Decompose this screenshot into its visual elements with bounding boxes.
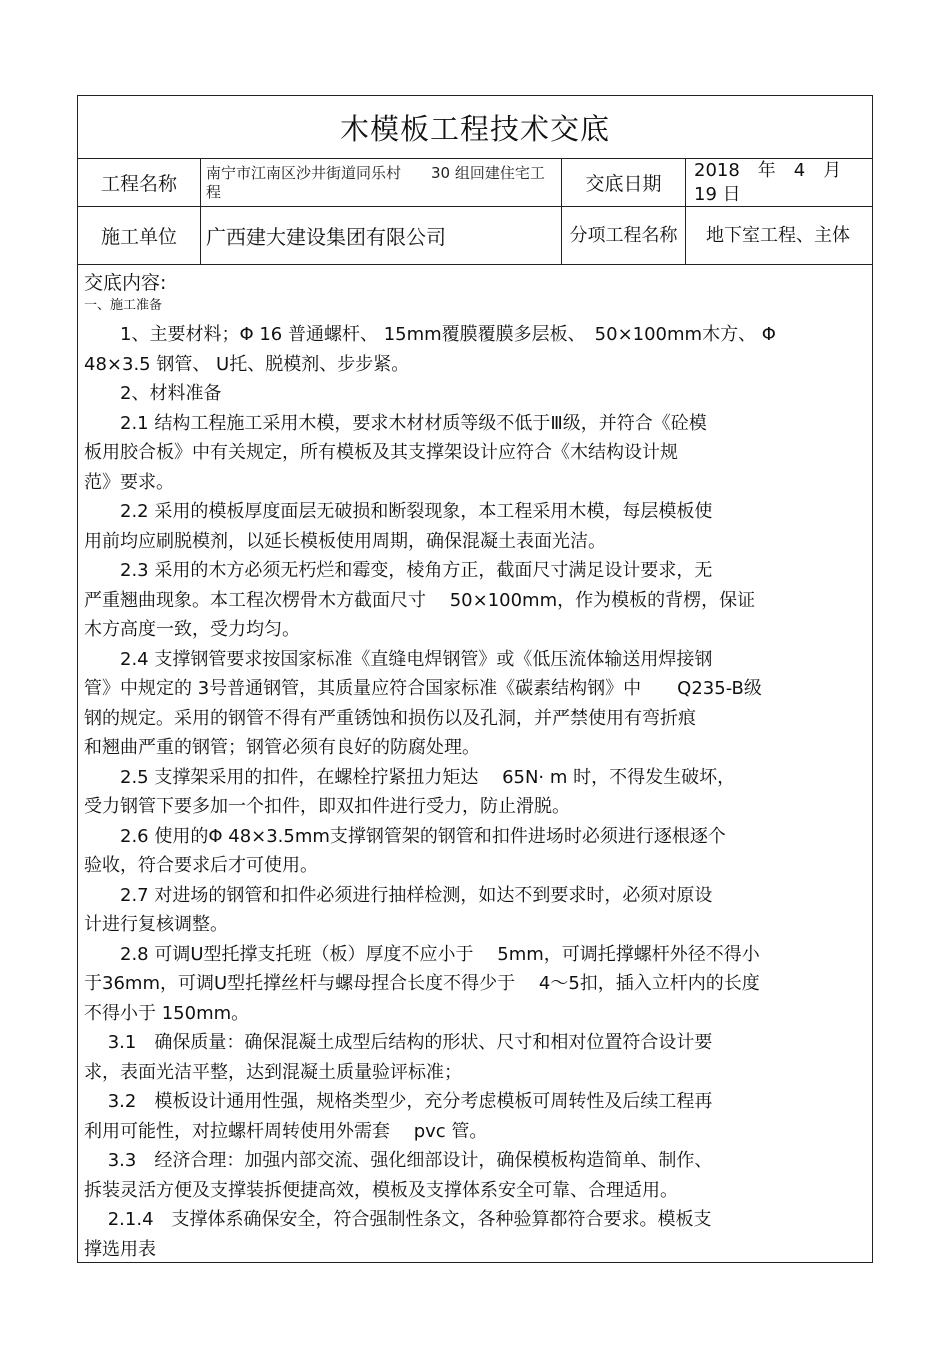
paragraph-line: 撑选用表 <box>84 1238 156 1260</box>
content-heading: 交底内容: <box>84 272 167 294</box>
paragraph-line: 不得小于 150mm。 <box>84 1002 250 1024</box>
paragraph-line: 48×3.5 钢管、 U托、脱模剂、步步紧。 <box>84 353 410 375</box>
paragraph-line: 计进行复核调整。 <box>84 914 228 935</box>
paragraph-line: 3.1 确保质量：确保混凝土成型后结构的形状、尺寸和相对位置符合设计要 <box>84 1032 713 1053</box>
divider <box>685 158 686 264</box>
paragraph-line: 1、主要材料；Φ 16 普通螺杆、 15mm覆膜覆膜多层板、 50×100mm木方、 Φ <box>84 324 776 345</box>
project-name-label: 工程名称 <box>100 173 177 195</box>
paragraph-line: 于36mm，可调U型托撑丝杆与螺母捏合长度不得少于 4～5扣，插入立杆内的长度 <box>84 973 760 994</box>
paragraph-line: 2.6 使用的Φ 48×3.5mm支撑钢管架的钢管和扣件进场时必须进行逐根逐个 <box>84 825 726 847</box>
paragraph-line: 2.7 对进场的钢管和扣件必须进行抽样检测，如达不到要求时，必须对原设 <box>84 884 713 906</box>
content-lines <box>84 320 864 1264</box>
paragraph-line: 严重翘曲现象。本工程次楞骨木方截面尺寸 50×100mm，作为模板的背楞，保证 <box>84 589 756 611</box>
content-body <box>84 268 864 1264</box>
paragraph-line: 2.2 采用的模板厚度面层无破损和断裂现象，本工程采用木模，每层模板使 <box>84 501 713 522</box>
paragraph-line: 3.2 模板设计通用性强，规格类型少，充分考虑模板可周转性及后续工程再 <box>84 1091 713 1112</box>
paragraph-line: 拆装灵活方便及支撑装拆便捷高效，模板及支撑体系安全可靠、合理适用。 <box>84 1179 678 1201</box>
divider <box>78 264 872 265</box>
project-name-value: 南宁市江南区沙井街道同乐村 30 组回建住宅工程 <box>206 163 545 201</box>
paragraph-line: 板用胶合板》中有关规定，所有模板及其支撑架设计应符合《木结构设计规 <box>84 442 678 463</box>
document-frame <box>77 95 873 1263</box>
paragraph-line: 3.3 经济合理：加强内部交流、强化细部设计，确保模板构造简单、制作、 <box>84 1150 713 1171</box>
paragraph-line: 和翘曲严重的钢管；钢管必须有良好的防腐处理。 <box>84 737 480 758</box>
section-heading: 一、施工准备 <box>84 298 163 313</box>
paragraph-line: 木方高度一致，受力均匀。 <box>84 619 300 640</box>
paragraph-line: 求，表面光洁平整，达到混凝土质量验评标准； <box>84 1061 462 1083</box>
paragraph-line: 2.8 可调U型托撑支托班（板）厚度不应小于 5mm，可调托撑螺杆外径不得小 <box>84 943 760 965</box>
paragraph-line: 钢的规定。采用的钢管不得有严重锈蚀和损伤以及孔洞，并严禁使用有弯折痕 <box>84 707 696 729</box>
paragraph-line: 范》要求。 <box>84 471 174 493</box>
paragraph-line: 用前均应刷脱模剂，以延长模板使用周期，确保混凝土表面光洁。 <box>84 530 606 552</box>
unit-value: 广西建大建设集团有限公司 <box>206 225 446 249</box>
paragraph-line: 利用可能性，对拉螺杆周转使用外需套 pvc 管。 <box>84 1120 488 1142</box>
date-label: 交底日期 <box>585 173 662 195</box>
paragraph-line: 2、材料准备 <box>84 383 222 404</box>
paragraph-line: 2.3 采用的木方必须无朽烂和霉变，棱角方正，截面尺寸满足设计要求，无 <box>84 560 713 581</box>
paragraph-line: 2.5 支撑架采用的扣件，在螺栓拧紧扭力矩达 65N· m 时，不得发生破坏， <box>84 766 736 788</box>
divider <box>200 158 201 264</box>
document-title: 木模板工程技术交底 <box>339 111 610 146</box>
paragraph-line: 受力钢管下要多加一个扣件，即双扣件进行受力，防止滑脱。 <box>84 796 570 817</box>
paragraph-line: 管》中规定的 3号普通钢管，其质量应符合国家标准《碳素结构钢》中 Q235-B级 <box>84 678 762 699</box>
paragraph-line: 验收，符合要求后才可使用。 <box>84 855 318 876</box>
date-value: 2018 年 4 月 19 日 <box>694 160 842 205</box>
subproject-value: 地下室工程、主体 <box>706 224 850 246</box>
paragraph-line: 2.1 结构工程施工采用木模，要求木材材质等级不低于Ⅲ级，并符合《砼模 <box>84 412 707 434</box>
paragraph-line: 2.4 支撑钢管要求按国家标准《直缝电焊钢管》或《低压流体输送用焊接钢 <box>84 648 713 670</box>
unit-label: 施工单位 <box>100 226 177 248</box>
subproject-label: 分项工程名称 <box>569 224 678 246</box>
paragraph-line: 2.1.4 支撑体系确保安全，符合强制性条文，各种验算都符合要求。模板支 <box>84 1209 712 1230</box>
